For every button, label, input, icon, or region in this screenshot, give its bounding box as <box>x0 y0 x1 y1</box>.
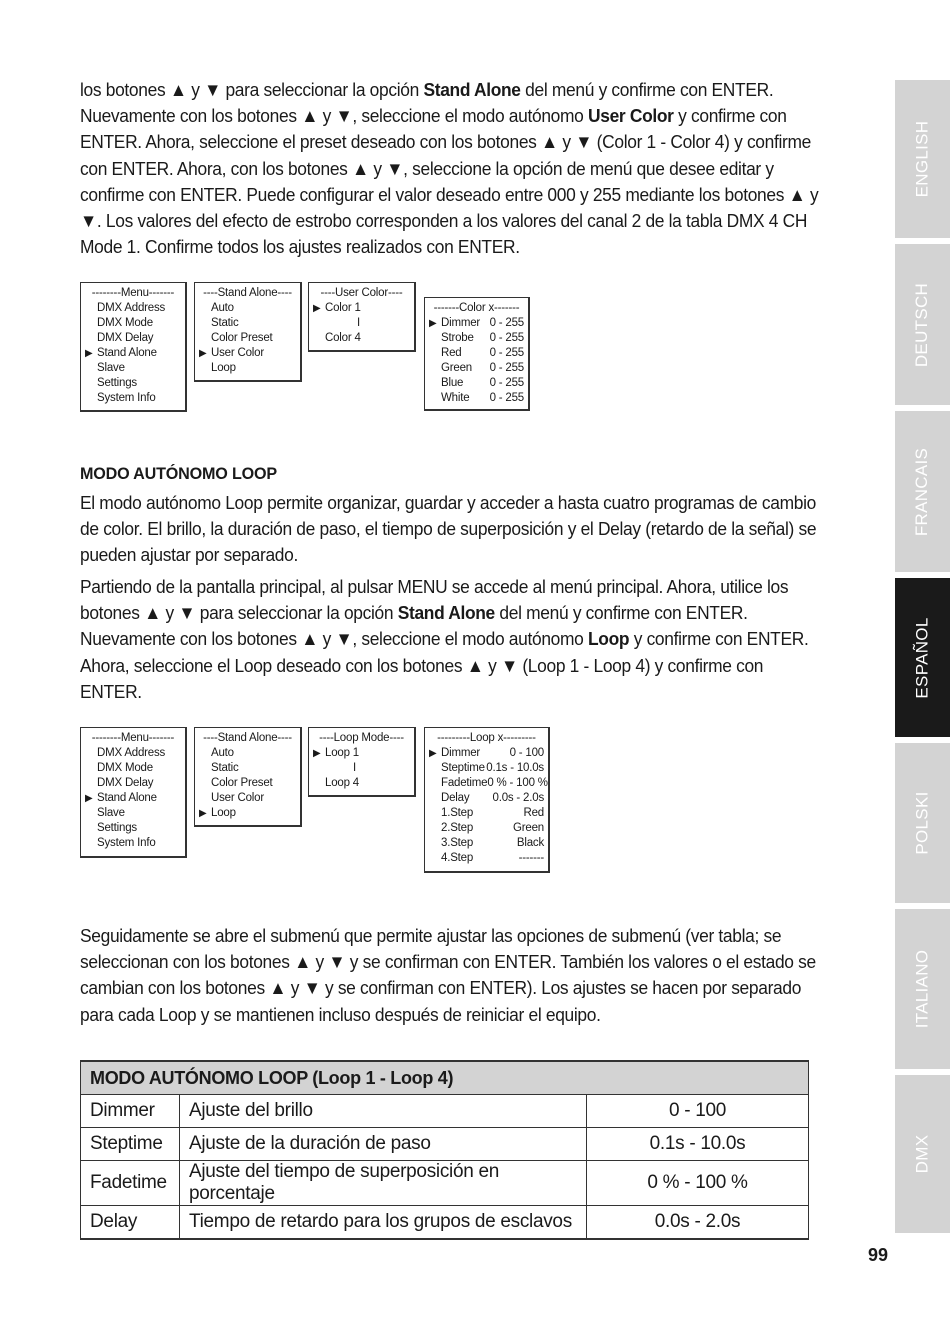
row-key: 4.Step <box>441 852 474 864</box>
menu-title: ---------Loop x--------- <box>437 732 536 744</box>
row-value: 0 % - 100 % <box>487 777 548 789</box>
menu-item-selected <box>199 346 296 361</box>
menu-row <box>429 331 524 346</box>
selection-arrow-icon: ▶ <box>313 748 321 759</box>
menu-row <box>429 376 524 391</box>
table-cell-desc: Ajuste del tiempo de superposición en porcentaje <box>180 1161 587 1206</box>
menu-item-selected <box>199 806 296 821</box>
menu-item-label: Color 1 <box>325 302 361 314</box>
menu-row <box>429 776 548 791</box>
menu-row <box>429 821 544 836</box>
menu-row <box>429 761 544 776</box>
bold-user-color: User Color <box>588 105 674 127</box>
row-value: 0 - 255 <box>489 332 524 344</box>
row-key: Strobe <box>441 332 474 344</box>
text-run: y confirme con ENTER. Ahora, seleccione el preset deseado con los botones ▲ y ▼ (Color 1 - Color 4) y confirme con ENTER. Ahora, con los botones ▲ y ▼, seleccione la opción de menú que desee editar y confirme con ENTER. Puede configurar el valor deseado entre 000 y 255 mediante los botones ▲ y ▼. Los valores del efecto de estrobo corresponden a los valores del canal 2 de la tabla DMX 4 CH Mode 1. Confirme todos los ajustes realizados con ENTER. <box>80 105 819 258</box>
table-title: MODO AUTÓNOMO LOOP (Loop 1 - Loop 4) <box>81 1061 809 1095</box>
menu-title: --------Menu------- <box>91 732 175 744</box>
menu-box-loop-x <box>424 727 550 873</box>
row-key: White <box>441 392 470 404</box>
menu-title: ----Loop Mode---- <box>319 732 404 744</box>
selection-arrow-icon: ▶ <box>199 808 207 819</box>
tab-label: ENGLISH <box>912 120 932 198</box>
menu-item: Color Preset <box>211 332 273 344</box>
tab-label: ITALIANO <box>912 949 932 1029</box>
row-key: Steptime <box>441 762 485 774</box>
menu-row <box>429 346 524 361</box>
selection-arrow-icon: ▶ <box>85 348 93 359</box>
row-value: 0 - 255 <box>489 317 524 329</box>
menu-row <box>429 361 524 376</box>
menu-item-label: User Color <box>211 347 264 359</box>
menu-item-selected <box>85 791 181 806</box>
row-value: Black <box>516 837 544 849</box>
table-cell-param: Fadetime <box>81 1161 180 1206</box>
row-key: 1.Step <box>441 807 474 819</box>
menu-item: Auto <box>211 747 234 759</box>
menu-item: Slave <box>97 807 125 819</box>
menu-row <box>429 806 544 821</box>
menu-item: DMX Delay <box>97 332 154 344</box>
row-value: 0 - 255 <box>489 377 524 389</box>
menu-item-selected <box>85 346 181 361</box>
tab-english[interactable] <box>895 80 950 238</box>
menu-item-ellipsis: I <box>357 317 360 329</box>
menu-title: --------Menu------- <box>91 287 175 299</box>
tab-label: DMX <box>912 1134 932 1174</box>
row-value: 0.0s - 2.0s <box>492 792 544 804</box>
menu-row <box>429 851 544 866</box>
paragraph-loop-steps <box>80 574 823 705</box>
row-key: Green <box>441 362 472 374</box>
table-row <box>81 1095 809 1128</box>
bold-stand-alone: Stand Alone <box>397 602 495 624</box>
table-cell-desc: Ajuste del brillo <box>180 1095 587 1128</box>
menu-item: Static <box>211 317 239 329</box>
menu-item: Color Preset <box>211 777 273 789</box>
row-value: 0.1s - 10.0s <box>486 762 544 774</box>
paragraph-submenu: Seguidamente se abre el submenú que permite ajustar las opciones de submenú (ver tabla; se seleccionan con los botones ▲ y ▼ y se confirman con ENTER. También los valores o el estado se cambian con los botones ▲ y ▼ y se confirman con ENTER). Los ajustes se hacen por separado para cada Loop y se mantienen incluso después de reiniciar el equipo. <box>80 925 816 1025</box>
table-row <box>81 1128 809 1161</box>
table-cell-range: 0 - 100 <box>587 1095 809 1128</box>
menu-item: Color 4 <box>325 332 361 344</box>
menu-box-user-color <box>308 282 416 352</box>
tab-italiano[interactable] <box>895 909 950 1069</box>
row-value: Red <box>523 807 544 819</box>
selection-arrow-icon: ▶ <box>429 748 437 759</box>
paragraph-user-color <box>80 77 823 260</box>
text-run: los botones ▲ y ▼ para seleccionar la opción <box>80 79 424 100</box>
menu-item: Slave <box>97 362 125 374</box>
menu-box-stand-alone <box>194 727 302 827</box>
tab-espanol[interactable] <box>895 578 950 737</box>
table-row <box>81 1161 809 1206</box>
table-cell-desc: Tiempo de retardo para los grupos de esclavos <box>180 1206 587 1240</box>
row-key: 3.Step <box>441 837 474 849</box>
tab-dmx[interactable] <box>895 1075 950 1233</box>
menu-item-label: Loop 1 <box>325 747 359 759</box>
selection-arrow-icon: ▶ <box>313 303 321 314</box>
row-value: 0 - 100 <box>509 747 544 759</box>
tab-label: FRANCAIS <box>912 447 932 536</box>
row-value: ------- <box>518 852 544 864</box>
table-cell-range: 0.1s - 10.0s <box>587 1128 809 1161</box>
bold-stand-alone: Stand Alone <box>423 79 521 100</box>
table-cell-param: Delay <box>81 1206 180 1240</box>
row-key: Red <box>441 347 462 359</box>
table-cell-param: Steptime <box>81 1128 180 1161</box>
text-run: del menú y confirme con ENTER. Nuevamente con los botones ▲ y ▼, seleccione el modo autónomo <box>80 602 748 650</box>
tab-label: DEUTSCH <box>912 282 932 367</box>
row-value: 0 - 255 <box>489 362 524 374</box>
menu-row <box>429 836 544 851</box>
menu-item: Settings <box>97 377 137 389</box>
menu-title: ----Stand Alone---- <box>203 287 292 299</box>
text-run: y confirme con ENTER. Ahora, seleccione el Loop deseado con los botones ▲ y ▼ (Loop 1 - Loop 4) y confirme con ENTER. <box>80 628 809 702</box>
row-key: Fadetime <box>441 777 488 789</box>
menu-item-label: Loop <box>211 807 236 819</box>
menu-row-selected <box>429 746 544 761</box>
menu-item: Auto <box>211 302 234 314</box>
table-header-row <box>81 1061 809 1095</box>
menu-box-main <box>80 282 187 412</box>
menu-box-stand-alone <box>194 282 302 382</box>
row-key: Blue <box>441 377 464 389</box>
menu-title: ----User Color---- <box>320 287 403 299</box>
menu-row <box>429 391 524 406</box>
menu-item: DMX Address <box>97 747 166 759</box>
menu-row <box>429 791 544 806</box>
page-number: 99 <box>868 1245 889 1265</box>
menu-item: DMX Mode <box>97 762 153 774</box>
table-cell-param: Dimmer <box>81 1095 180 1128</box>
row-key: Dimmer <box>441 317 481 329</box>
menu-item: User Color <box>211 792 264 804</box>
menu-box-main <box>80 727 187 858</box>
menu-title: -------Color x------- <box>433 302 520 314</box>
loop-settings-table <box>80 1060 809 1240</box>
row-key: Delay <box>441 792 470 804</box>
table-cell-desc: Ajuste de la duración de paso <box>180 1128 587 1161</box>
menu-item: Static <box>211 762 239 774</box>
menu-row-selected <box>429 316 524 331</box>
menu-box-loop-mode <box>308 727 416 797</box>
menu-item: DMX Delay <box>97 777 154 789</box>
table-row <box>81 1206 809 1240</box>
tab-label: POLSKI <box>912 791 932 855</box>
paragraph-loop-intro: El modo autónomo Loop permite organizar, guardar y acceder a hasta cuatro programas de cambio de color. El brillo, la duración de paso, el tiempo de superposición y el Delay (retardo de la señal) se pueden ajustar por separado. <box>80 492 817 566</box>
menu-item: Settings <box>97 822 137 834</box>
menu-item: Loop <box>211 362 236 374</box>
selection-arrow-icon: ▶ <box>429 318 437 329</box>
table-cell-range: 0 % - 100 % <box>587 1161 809 1206</box>
menu-item-selected <box>313 746 410 761</box>
menu-box-color-x <box>424 297 530 411</box>
menu-title: ----Stand Alone---- <box>203 732 292 744</box>
tab-francais[interactable] <box>895 411 950 572</box>
selection-arrow-icon: ▶ <box>85 793 93 804</box>
tab-polski[interactable] <box>895 743 950 903</box>
row-value: 0 - 255 <box>489 392 524 404</box>
menu-item-label: Stand Alone <box>97 792 157 804</box>
menu-item: DMX Mode <box>97 317 153 329</box>
text-run: Partiendo de la pantalla principal, al pulsar MENU se accede al menú principal. Ahora, utilice los botones ▲ y ▼ para seleccionar la opción <box>80 576 789 624</box>
text-run: del menú y confirme con ENTER. Nuevamente con los botones ▲ y ▼, seleccione el modo autónomo <box>80 79 774 127</box>
tab-label: ESPAÑOL <box>912 616 932 699</box>
menu-item: Loop 4 <box>325 777 359 789</box>
row-value: Green <box>513 822 544 834</box>
menu-item: System Info <box>97 392 156 404</box>
bold-loop: Loop <box>588 628 630 650</box>
selection-arrow-icon: ▶ <box>199 348 207 359</box>
row-key: 2.Step <box>441 822 474 834</box>
menu-item-ellipsis: I <box>353 762 356 774</box>
section-heading: MODO AUTÓNOMO LOOP <box>80 464 277 483</box>
menu-item-label: Stand Alone <box>97 347 157 359</box>
tab-deutsch[interactable] <box>895 244 950 405</box>
menu-item: System Info <box>97 837 156 849</box>
menu-item-selected <box>313 301 410 316</box>
menu-item: DMX Address <box>97 302 166 314</box>
row-key: Dimmer <box>441 747 481 759</box>
table-cell-range: 0.0s - 2.0s <box>587 1206 809 1240</box>
row-value: 0 - 255 <box>489 347 524 359</box>
